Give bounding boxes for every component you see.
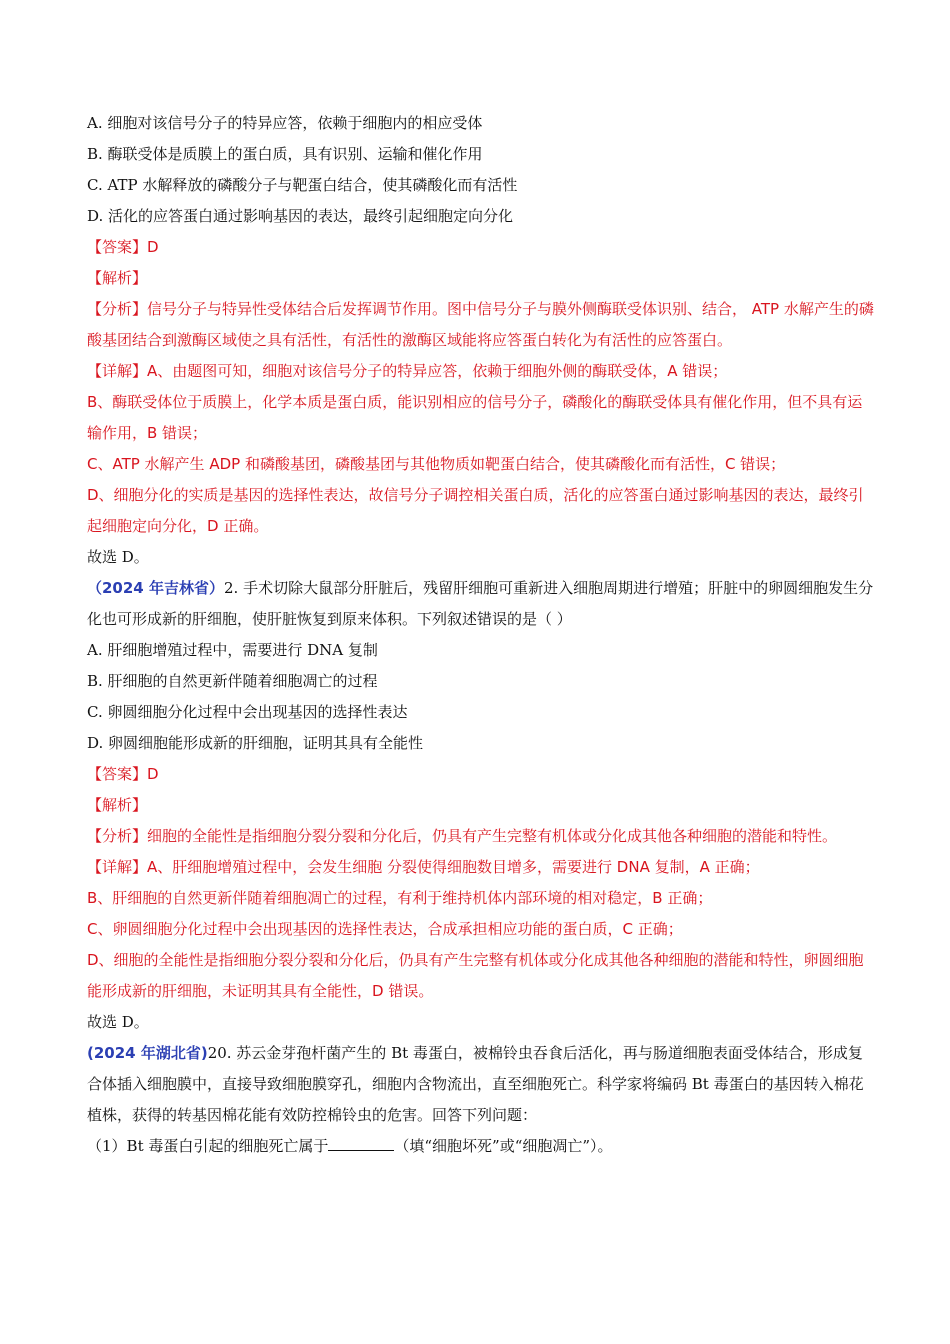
q3-stem-text: 20. 苏云金芽孢杆菌产生的 Bt 毒蛋白，被棉铃虫吞食后活化，再与肠道细胞表面受体结合，形成复合体插入细胞膜中，直接导致细胞膜穿孔，细胞内含物流出，直至细胞死亡。科学家将编码 Bt 毒蛋白的基因转入棉花植株，获得的转基因棉花能有效防控棉铃虫的危害。回答下列问题： [87, 1044, 864, 1124]
q2-option-d: D. 卵圆细胞能形成新的肝细胞，证明其具有全能性 [87, 734, 424, 752]
q1-option-d: D. 活化的应答蛋白通过影响基因的表达，最终引起细胞定向分化 [87, 207, 514, 225]
q1-detail-c: C、ATP 水解产生 ADP 和磷酸基团，磷酸基团与其他物质如靶蛋白结合，使其磷酸化而有活性，C 错误； [87, 455, 786, 473]
q1-detail-d: D、细胞分化的实质是基因的选择性表达，故信号分子调控相关蛋白质，活化的应答蛋白通过影响基因的表达，最终引起细胞定向分化，D 正确。 [87, 486, 864, 535]
q3-sub1-suffix: （填“细胞坏死”或“细胞凋亡”）。 [394, 1137, 613, 1155]
q3-sub1-prefix: （1）Bt 毒蛋白引起的细胞死亡属于 [87, 1137, 329, 1155]
q2-conclusion: 故选 D。 [87, 1013, 149, 1031]
q1-conclusion: 故选 D。 [87, 548, 149, 566]
q2-detail-a: 【详解】A、肝细胞增殖过程中，会发生细胞 分裂使得细胞数目增多，需要进行 DNA 复制，A 正确； [87, 858, 760, 876]
q1-answer: 【答案】D [87, 238, 159, 256]
q2-stem-text: 2. 手术切除大鼠部分肝脏后，残留肝细胞可重新进入细胞周期进行增殖；肝脏中的卵圆细胞发生分化也可形成新的肝细胞，使肝脏恢复到原来体积。下列叙述错误的是（ ） [87, 579, 874, 628]
q2-answer: 【答案】D [87, 765, 159, 783]
q2-source: （2024 年吉林省） [87, 579, 224, 597]
q2-options [87, 635, 874, 759]
q2-option-b: B. 肝细胞的自然更新伴随着细胞凋亡的过程 [87, 672, 378, 690]
q3-source: (2024 年湖北省) [87, 1044, 208, 1062]
q2-detail-b: B、肝细胞的自然更新伴随着细胞凋亡的过程，有利于维持机体内部环境的相对稳定，B 正确； [87, 889, 713, 907]
answer-blank[interactable] [328, 1136, 394, 1151]
q1-option-a: A. 细胞对该信号分子的特异应答，依赖于细胞内的相应受体 [87, 114, 483, 132]
q1-option-b: B. 酶联受体是质膜上的蛋白质，具有识别、运输和催化作用 [87, 145, 483, 163]
q1-analysis-heading: 【解析】 [87, 269, 148, 287]
q1-detail-b: B、酶联受体位于质膜上，化学本质是蛋白质，能识别相应的信号分子，磷酸化的酶联受体具有催化作用，但不具有运输作用，B 错误； [87, 393, 863, 442]
q2-analysis-heading: 【解析】 [87, 796, 148, 814]
q1-fenxi: 【分析】信号分子与特异性受体结合后发挥调节作用。图中信号分子与膜外侧酶联受体识别、结合， ATP 水解产生的磷酸基团结合到激酶区域使之具有活性，有活性的激酶区域能将应答蛋白转化为有活性的应答蛋白。 [87, 300, 874, 349]
q2-option-c: C. 卵圆细胞分化过程中会出现基因的选择性表达 [87, 703, 408, 721]
q3-stem [87, 1038, 874, 1131]
q1-options [87, 108, 874, 232]
q2-option-a: A. 肝细胞增殖过程中，需要进行 DNA 复制 [87, 641, 378, 659]
q2-detail-d: D、细胞的全能性是指细胞分裂分裂和分化后，仍具有产生完整有机体或分化成其他各种细胞的潜能和特性，卵圆细胞能形成新的肝细胞，未证明其具有全能性，D 错误。 [87, 951, 864, 1000]
q2-stem [87, 573, 874, 635]
q2-fenxi: 【分析】细胞的全能性是指细胞分裂分裂和分化后，仍具有产生完整有机体或分化成其他各种细胞的潜能和特性。 [87, 827, 838, 845]
q1-option-c: C. ATP 水解释放的磷酸分子与靶蛋白结合，使其磷酸化而有活性 [87, 176, 518, 194]
q1-detail-a: 【详解】A、由题图可知，细胞对该信号分子的特异应答，依赖于细胞外侧的酶联受体，A 错误； [87, 362, 728, 380]
q2-detail-c: C、卵圆细胞分化过程中会出现基因的选择性表达，合成承担相应功能的蛋白质，C 正确； [87, 920, 683, 938]
q3-sub1 [87, 1131, 874, 1162]
